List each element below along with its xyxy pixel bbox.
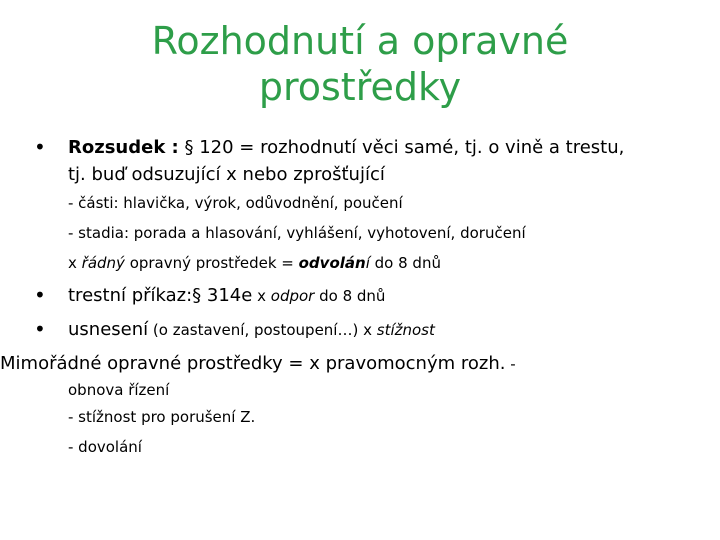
rozsudek-sub-casti — [34, 188, 684, 218]
mimoradne-main: Mimořádné opravné prostředky = x pravomocným rozh. — [0, 353, 506, 374]
rozsudek-sub-1: - části: hlavička, výrok, odůvodnění, poučení — [68, 194, 403, 212]
rozsudek-sub-3a: x — [68, 254, 82, 272]
bullet-icon: • — [34, 317, 46, 341]
rozsudek-sub-3d: odvolán — [298, 254, 366, 272]
rozsudek-sub-stadia — [34, 218, 684, 248]
rozsudek-sub-2: - stadia: porada a hlasování, vyhlášení, vyhotovení, doručení — [68, 224, 526, 242]
prikaz-main: trestní příkaz:§ 314e — [68, 285, 253, 306]
rozsudek-sub-3c: opravný prostředek = — [124, 254, 299, 272]
rozsudek-sub-3e: í — [365, 254, 370, 272]
rozsudek-sub-3b: řádný — [81, 254, 125, 272]
bullet-trestni-prikaz — [34, 282, 684, 310]
mimoradne-line-2: obnova řízení — [68, 381, 170, 399]
title-line-2: prostředky — [258, 65, 462, 109]
usneseni-small-b: stížnost — [376, 321, 435, 339]
mimoradne-sub-1: - stížnost pro porušení Z. — [68, 408, 256, 426]
bullet-icon: • — [34, 283, 46, 307]
rozsudek-text-2: tj. buď odsuzující x nebo zprošťující — [68, 164, 385, 185]
bullet-icon: • — [34, 135, 46, 159]
prikaz-small-b: odpor — [270, 287, 315, 305]
usneseni-main: usnesení — [68, 319, 149, 340]
bullet-usneseni — [34, 316, 684, 344]
prikaz-small-a: x — [252, 287, 271, 305]
slide-body — [0, 134, 684, 462]
rozsudek-label: Rozsudek : — [68, 137, 179, 158]
title-line-1: Rozhodnutí a opravné — [151, 19, 569, 63]
mimoradne-sub-dovolani — [34, 432, 684, 462]
rozsudek-continuation — [34, 161, 684, 188]
slide-title — [60, 18, 660, 110]
rozsudek-text-1: § 120 = rozhodnutí věci samé, tj. o vině a trestu, — [184, 137, 625, 158]
bullet-rozsudek — [34, 134, 684, 161]
mimoradne-sub-2: - dovolání — [68, 438, 142, 456]
mimoradne-heading — [0, 350, 684, 378]
mimoradne-continuation — [34, 378, 684, 402]
mimoradne-sub-stiznost — [34, 402, 684, 432]
rozsudek-sub-odvolani — [34, 248, 684, 278]
prikaz-small-c: do 8 dnů — [314, 287, 386, 305]
rozsudek-sub-3f: do 8 dnů — [369, 254, 441, 272]
mimoradne-small-a: - — [505, 355, 516, 373]
usneseni-small-a: (o zastavení, postoupení…) x — [148, 321, 377, 339]
